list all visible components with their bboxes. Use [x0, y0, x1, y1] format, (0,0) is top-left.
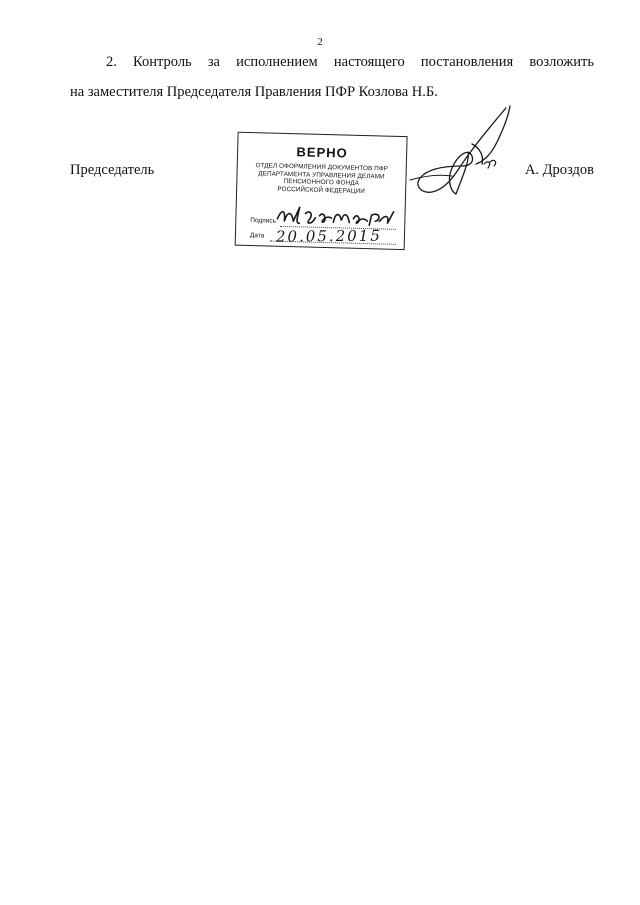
- handwritten-date: 20.05.2015: [275, 226, 382, 246]
- stamp-title: ВЕРНО: [296, 144, 348, 161]
- paragraph-word: исполнением: [236, 54, 318, 70]
- paragraph-word: возложить: [529, 54, 594, 70]
- signer-name: А. Дроздов: [524, 162, 594, 178]
- stamp-line: РОССИЙСКОЙ ФЕДЕРАЦИИ: [277, 185, 366, 195]
- stamp-line: ДЕПАРТАМЕНТА УПРАВЛЕНИЯ ДЕЛАМИ: [258, 169, 385, 181]
- paragraph-word: постановления: [420, 54, 514, 70]
- certification-stamp: [234, 132, 415, 261]
- stamp-signature-label: Подпись: [250, 217, 277, 225]
- stamp-department-lines: [237, 162, 406, 197]
- paragraph-word: 2.: [106, 54, 117, 70]
- paragraph-line-1: [70, 54, 594, 71]
- stamp-line: ПЕНСИОННОГО ФОНДА: [283, 178, 360, 188]
- paragraph-word: за: [207, 54, 220, 70]
- stamp-line: ОТДЕЛ ОФОРМЛЕНИЯ ДОКУМЕНТОВ ПФР: [255, 162, 389, 173]
- stamp-date-label: Дата: [249, 232, 265, 240]
- paragraph-word: настоящего: [333, 54, 405, 70]
- page-number: 2: [317, 36, 323, 48]
- stamp-handwritten-signature: [275, 205, 416, 239]
- paragraph-word: Контроль: [133, 54, 192, 70]
- signer-position: Председатель: [70, 162, 155, 178]
- paragraph-line-2: на заместителя Председателя Правления ПФР Козлова Н.Б.: [70, 84, 438, 100]
- chairman-signature: [410, 104, 550, 214]
